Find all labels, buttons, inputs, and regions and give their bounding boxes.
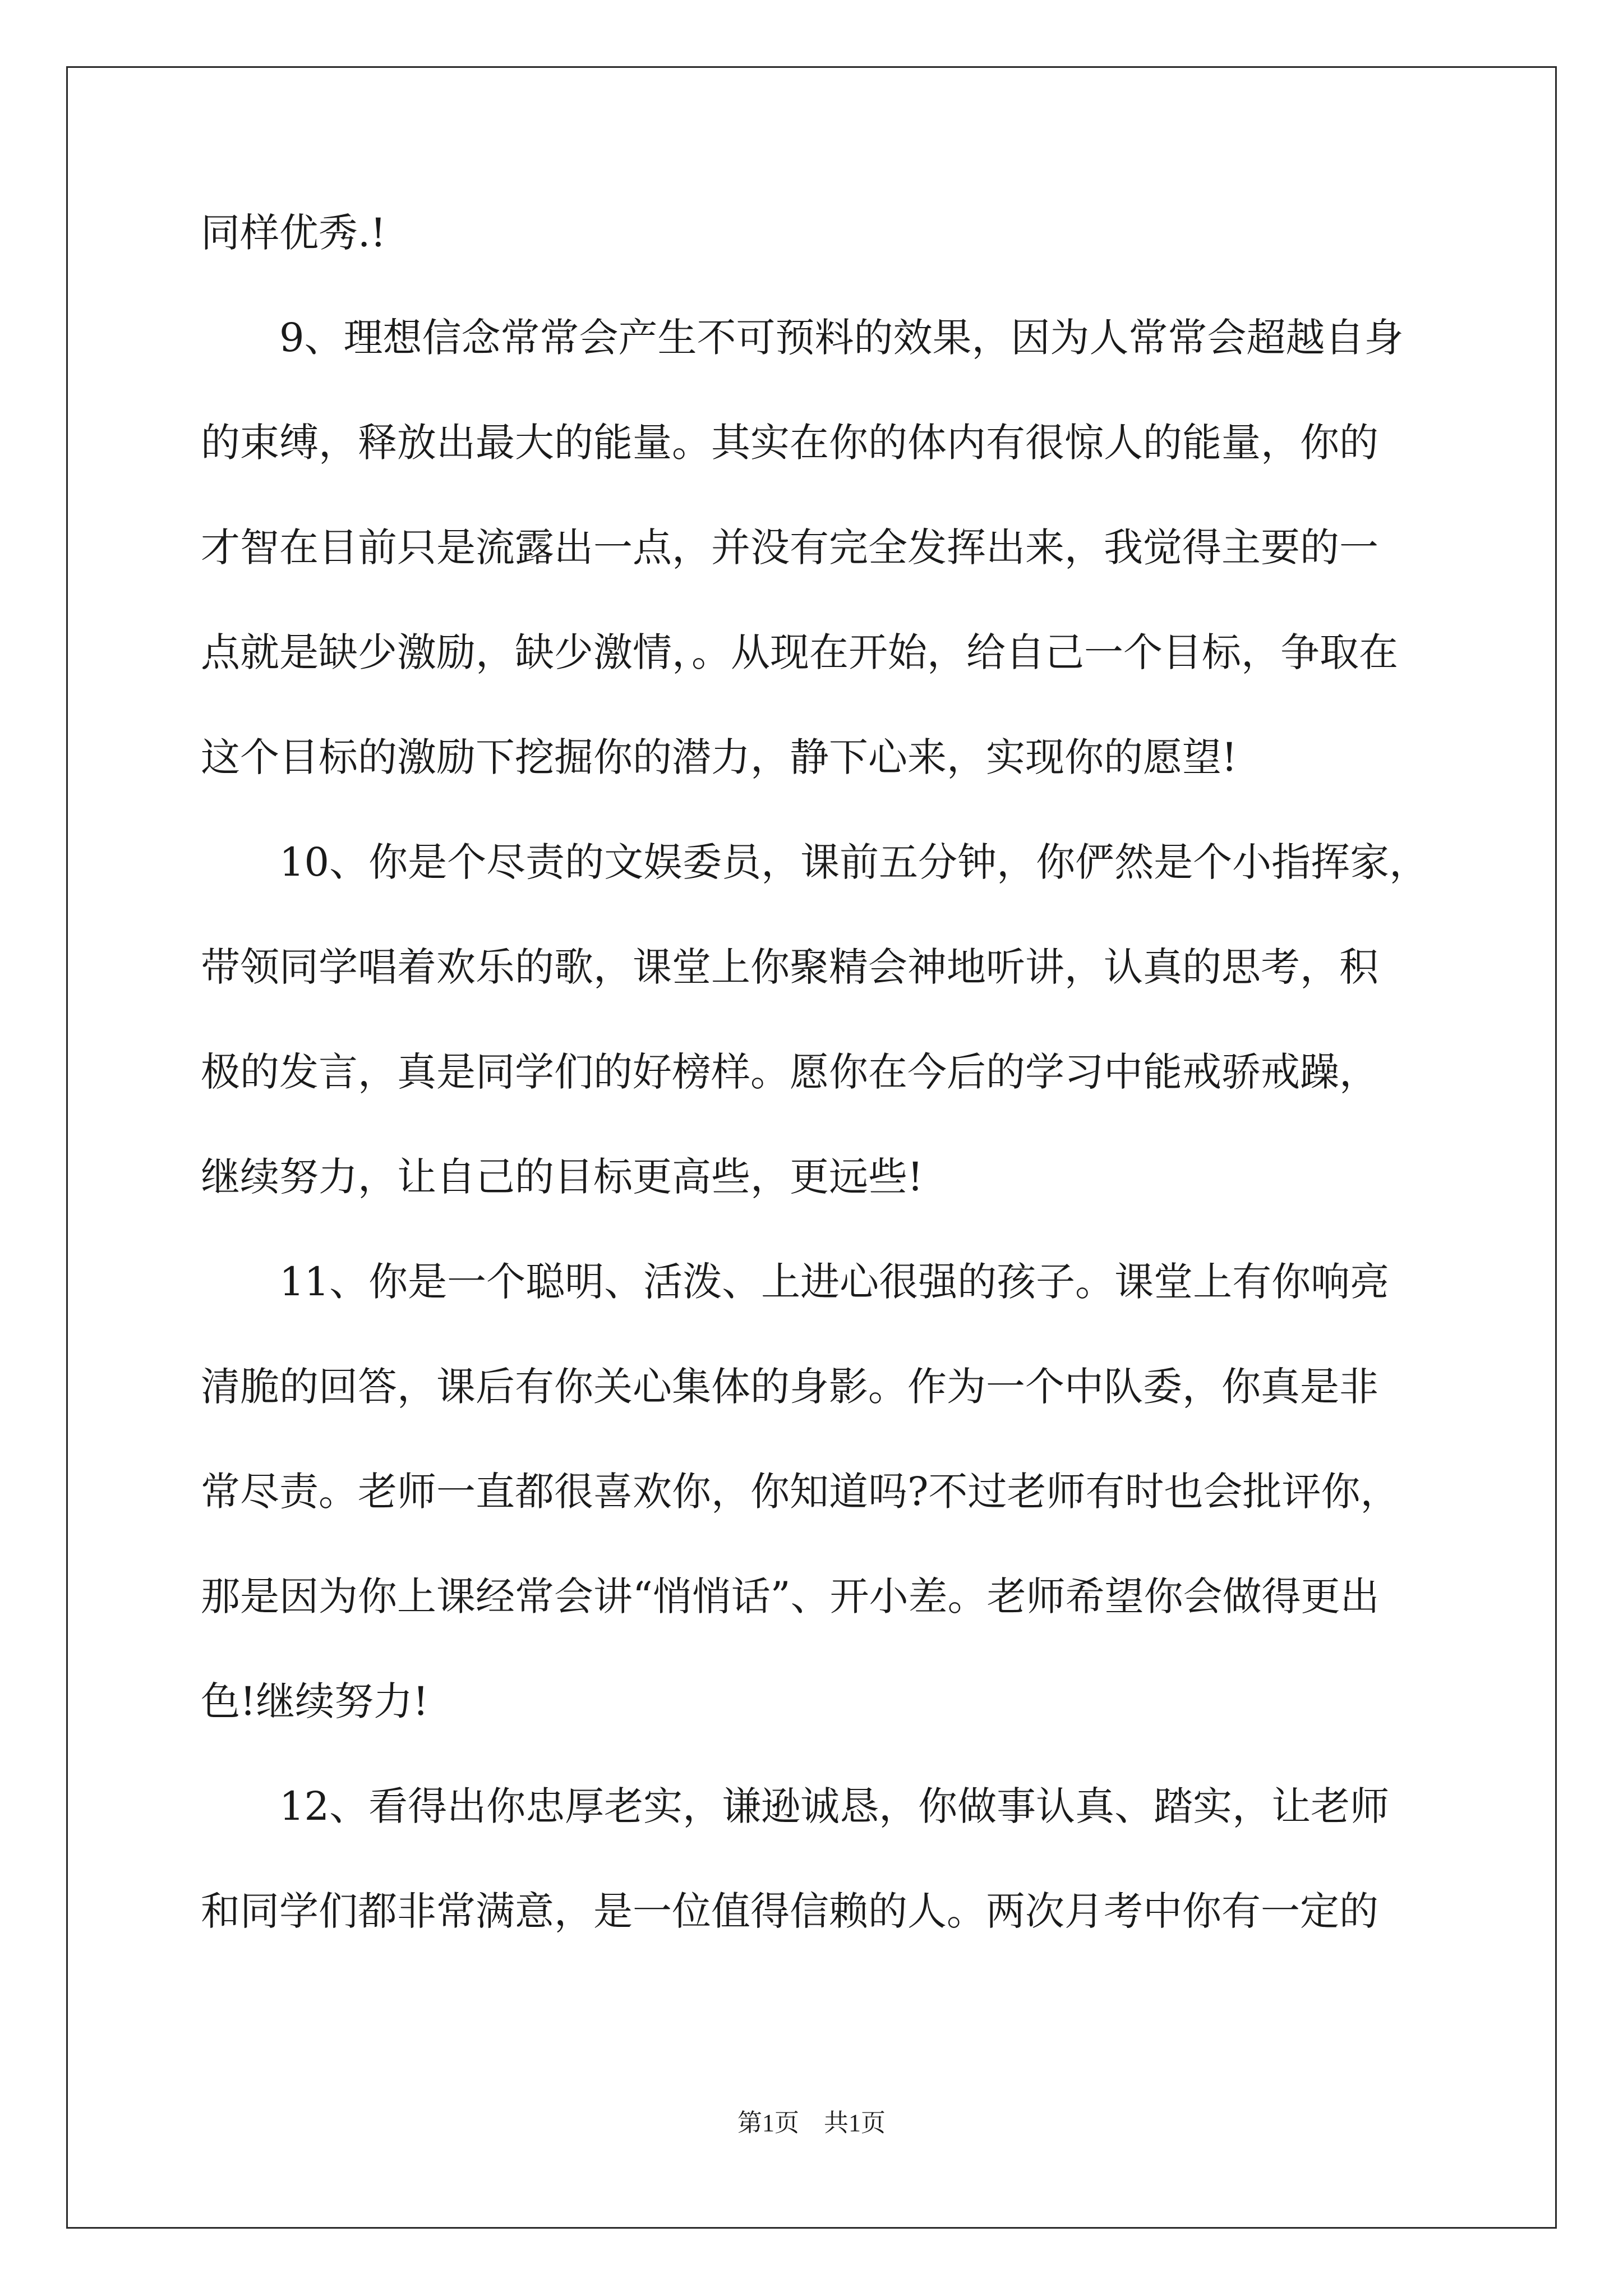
text-line: 的束缚，释放出最大的能量。其实在你的体内有很惊人的能量，你的 [201, 420, 1378, 466]
text-line: 带领同学唱着欢乐的歌，课堂上你聚精会神地听讲，认真的思考，积 [201, 944, 1378, 990]
text-line: 继续努力，让自己的目标更高些，更远些! [201, 1154, 924, 1200]
text-line: 这个目标的激励下挖掘你的潜力，静下心来，实现你的愿望! [201, 734, 1238, 780]
document-body [201, 210, 1429, 1996]
text-line: 清脆的回答，课后有你关心集体的身影。作为一个中队委，你真是非 [201, 1364, 1378, 1410]
text-line: 常尽责。老师一直都很喜欢你，你知道吗?不过老师有时也会批评你， [201, 1469, 1400, 1515]
text-line: 那是因为你上课经常会讲“悄悄话”、开小差。老师希望你会做得更出 [201, 1573, 1380, 1619]
text-line: 色!继续努力! [201, 1678, 429, 1724]
text-line: 9、理想信念常常会产生不可预料的效果，因为人常常会超越自身 [201, 315, 1404, 361]
text-line: 和同学们都非常满意，是一位值得信赖的人。两次月考中你有一定的 [201, 1888, 1378, 1934]
text-line: 点就是缺少激励，缺少激情，。从现在开始，给自己一个目标，争取在 [201, 629, 1398, 675]
text-line: 10、你是个尽责的文娱委员，课前五分钟，你俨然是个小指挥家， [201, 839, 1429, 885]
page-footer: 第1页 共1页 [737, 2109, 886, 2137]
text-line: 12、看得出你忠厚老实，谦逊诚恳，你做事认真、踏实，让老师 [201, 1783, 1390, 1829]
text-line: 才智在目前只是流露出一点，并没有完全发挥出来，我觉得主要的一 [201, 524, 1378, 570]
text-line: 同样优秀.! [201, 210, 386, 256]
text-line: 11、你是一个聪明、活泼、上进心很强的孩子。课堂上有你响亮 [201, 1259, 1390, 1305]
text-line: 极的发言，真是同学们的好榜样。愿你在今后的学习中能戒骄戒躁， [201, 1049, 1378, 1095]
